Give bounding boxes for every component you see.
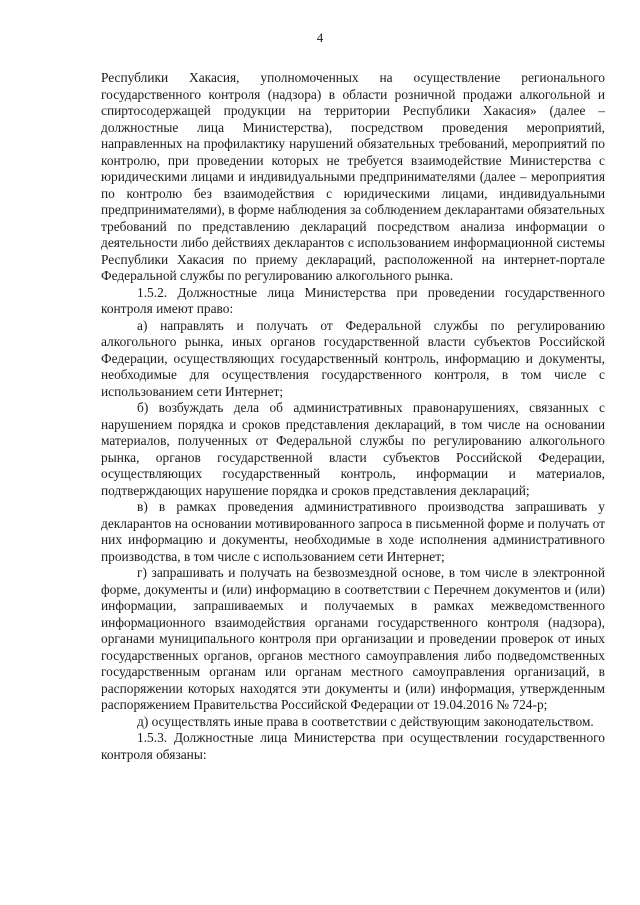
paragraph-item-g: г) запрашивать и получать на безвозмездной основе, в том числе в электронной форме, документы и (или) информацию в соответствии с Перечнем документов и (или) информации, запрашиваемых и получаемых в рамках межведомственного информационного взаимодействия органами государственного контроля (надзора), органами муниципального контроля при организации и проведении проверок от иных государственных органов, органов местного самоуправления либо подведомственных государственным органам или органам местного самоуправления организаций, в распоряжении которых находятся эти документы и (или) информация, утвержденным распоряжением Правительства Российской Федерации от 19.04.2016 № 724-р; [101, 565, 605, 712]
document-body [101, 70, 605, 763]
paragraph-1-5-3: 1.5.3. Должностные лица Министерства при осуществлении государственного контроля обязаны: [101, 730, 605, 762]
page-number: 4 [316, 30, 324, 45]
paragraph-item-v: в) в рамках проведения административного производства запрашивать у декларантов на основании мотивированного запроса в письменной форме и получать от них информацию и документы, необходимые в ходе исполнения административного производства, в том числе с использованием сети Интернет; [101, 499, 605, 564]
paragraph-continuation: Республики Хакасия, уполномоченных на осуществление регионального государственного контроля (надзора) в области розничной продажи алкогольной и спиртосодержащей продукции на территории Республики Хакасия» (далее – должностные лица Министерства), посредством проведения мероприятий, направленных на профилактику нарушений обязательных требований, мероприятий по контролю, при проведении которых не требуется взаимодействие Министерства с юридическими лицами и индивидуальными предпринимателями (далее – мероприятия по контролю без взаимодействия с юридическими лицами, индивидуальными предпринимателями), в форме наблюдения за соблюдением декларантами обязательных требований по представлению деклараций посредством анализа информации о деятельности либо действиях декларантов с использованием информационной системы Республики Хакасия по приему деклараций, расположенной на интернет-портале Федеральной службы по регулированию алкогольного рынка. [101, 70, 605, 283]
paragraph-1-5-2: 1.5.2. Должностные лица Министерства при проведении государственного контроля имеют право: [101, 284, 605, 316]
paragraph-item-d: д) осуществлять иные права в соответствии с действующим законодательством. [137, 713, 594, 729]
paragraph-item-b: б) возбуждать дела об административных правонарушениях, связанных с нарушением порядка и сроков представления деклараций, в том числе на основании материалов, полученных от Федеральной службы по регулированию алкогольного рынка, органов государственной власти субъектов Российской Федерации, осуществляющих государственный контроль, информации и материалов, подтверждающих нарушение порядка и сроков представления деклараций; [101, 400, 605, 498]
paragraph-item-a: а) направлять и получать от Федеральной службы по регулированию алкогольного рынка, иных органов государственной власти субъектов Российской Федерации, осуществляющих государственный контроль, информацию и документы, необходимые для осуществления государственного контроля, в том числе с использованием сети Интернет; [101, 317, 605, 399]
